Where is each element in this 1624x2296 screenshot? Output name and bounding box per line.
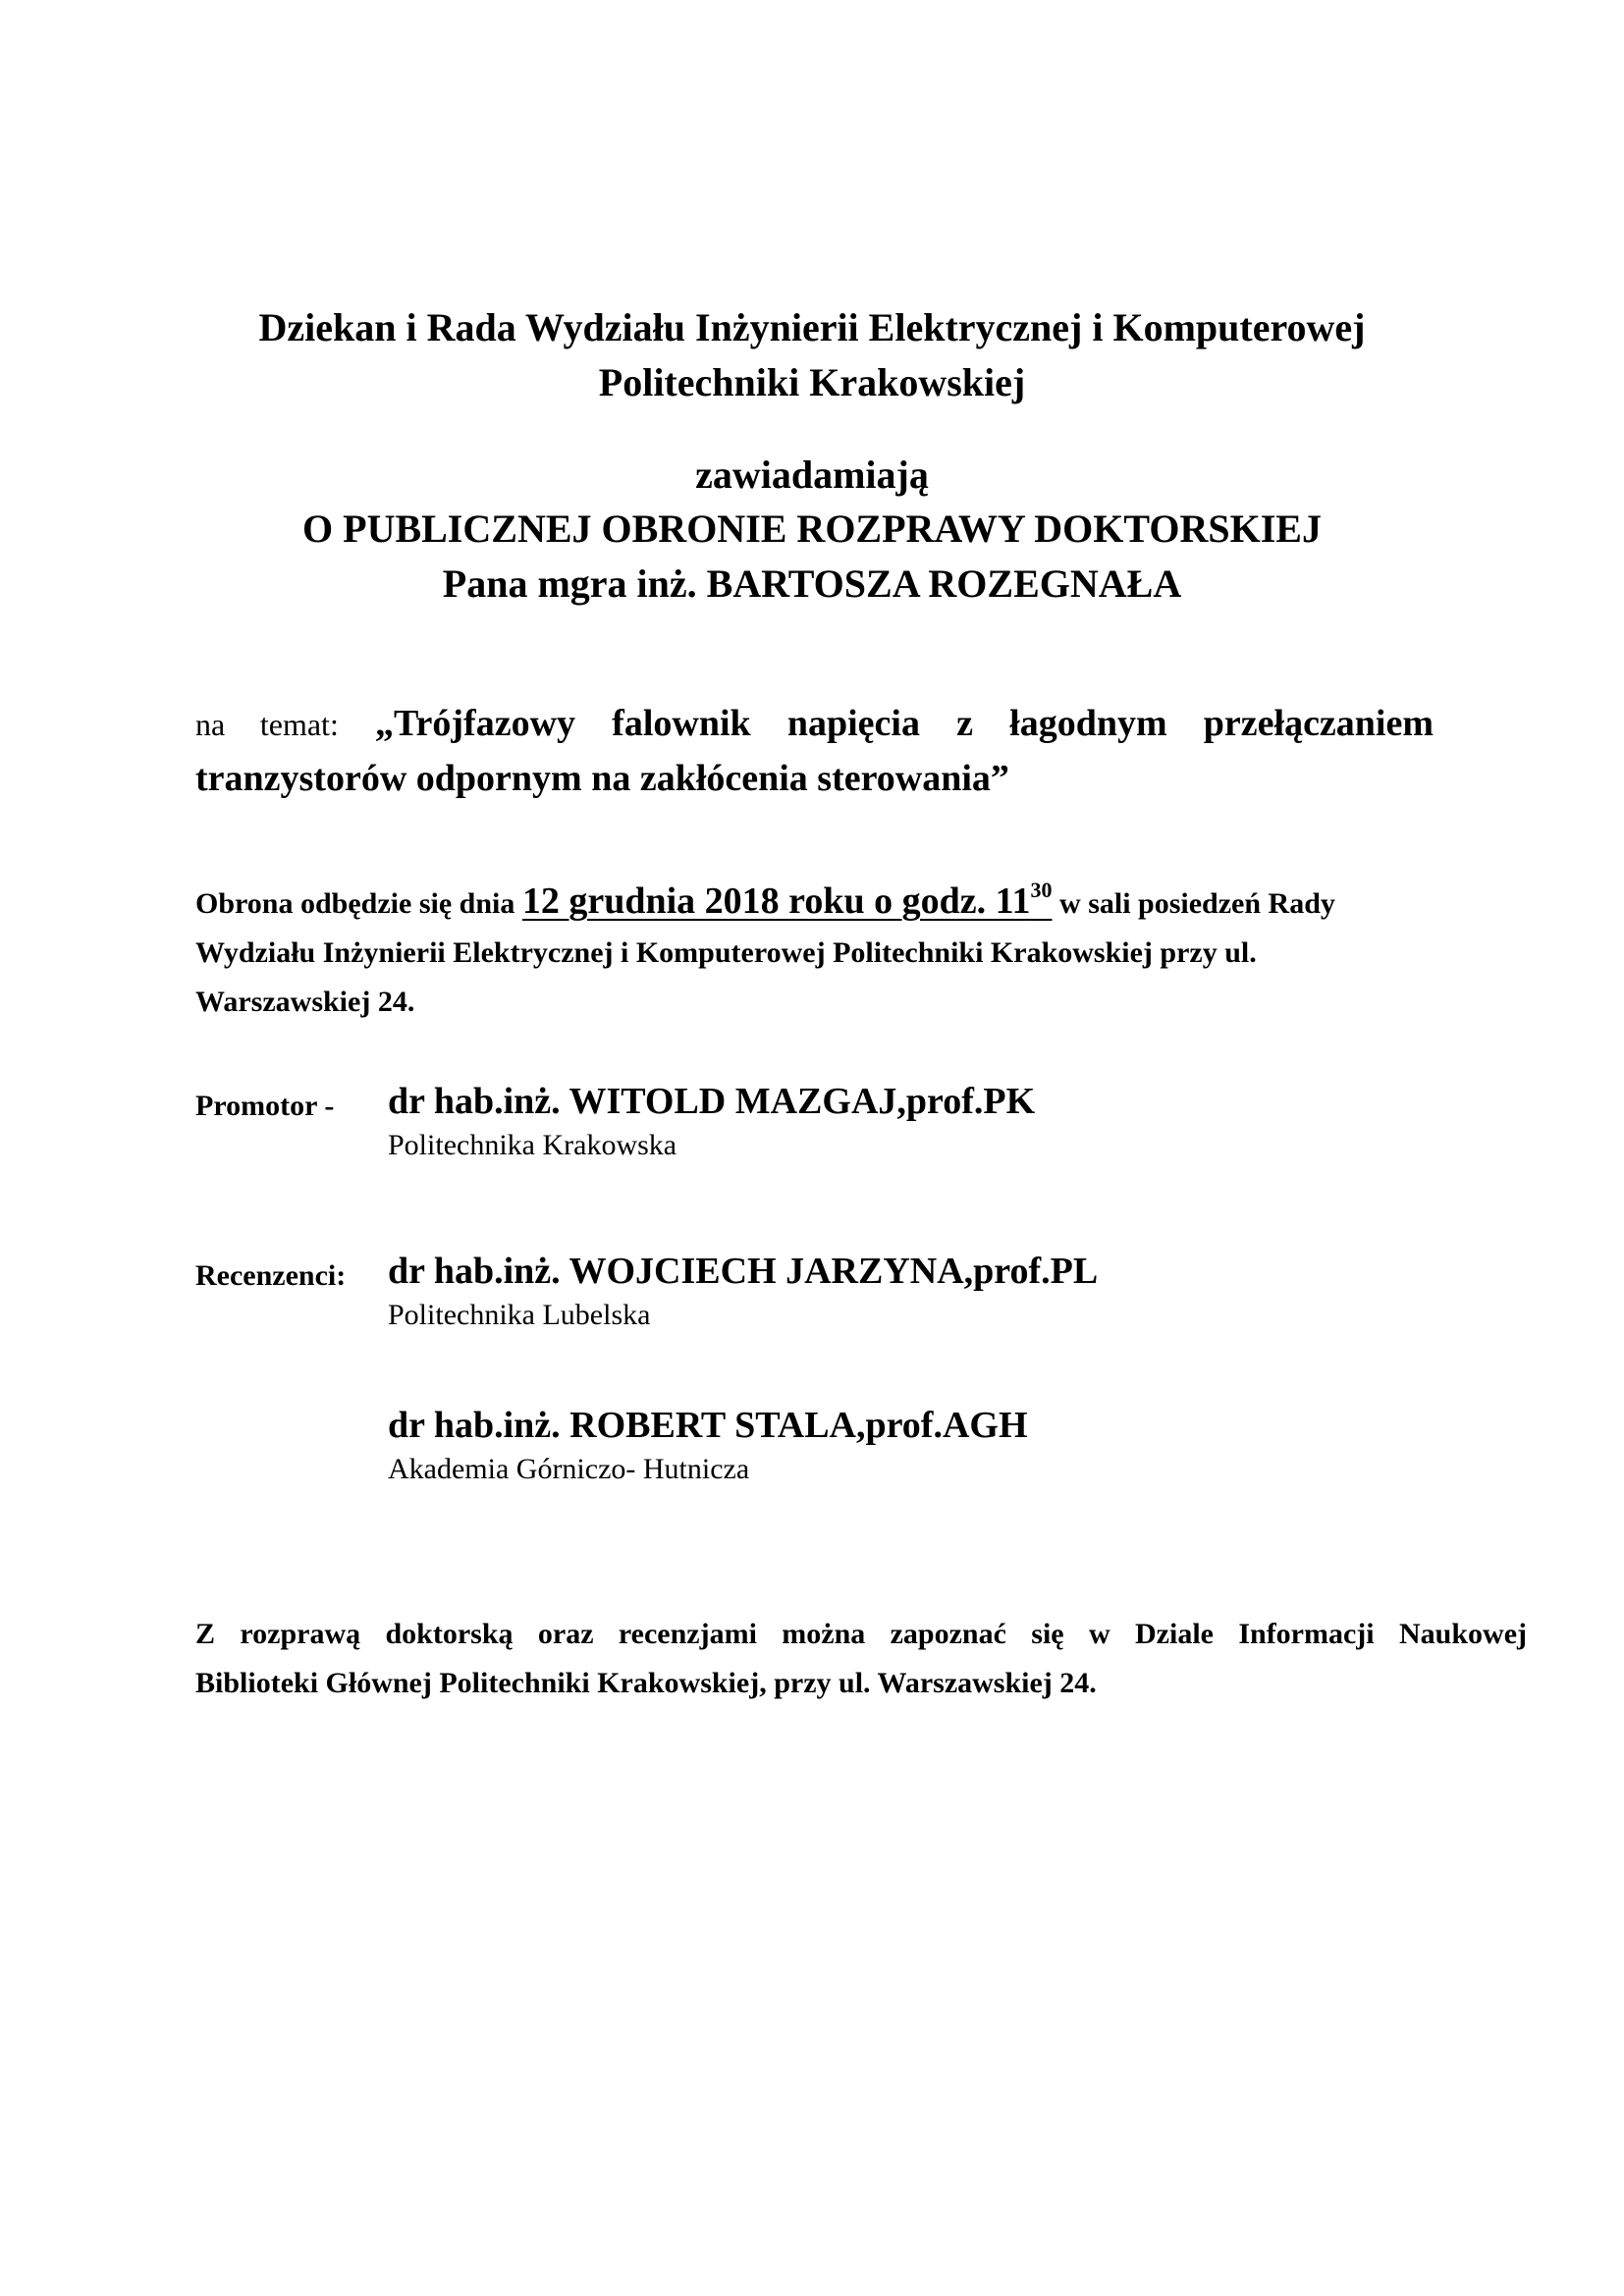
defense-intro: Obrona odbędzie się dnia	[195, 887, 515, 920]
defense-info	[195, 877, 1472, 1027]
defense-time-minutes: 30	[1030, 878, 1053, 902]
topic-title-line-1: „Trójfazowy falownik napięcia z łagodnym przełączaniem	[375, 703, 1435, 744]
closing-note	[195, 1610, 1527, 1708]
reviewer-2-name: dr hab.inż. ROBERT STALA,prof.AGH	[388, 1405, 1028, 1446]
topic-title-line-2: tranzystorów odpornym na zakłócenia sterowania”	[195, 758, 1009, 799]
promotor-affiliation: Politechnika Krakowska	[388, 1129, 677, 1161]
thesis-topic	[195, 697, 1434, 806]
promotor-name: dr hab.inż. WITOLD MAZGAJ,prof.PK	[388, 1081, 1036, 1122]
closing-line-2: Biblioteki Głównej Politechniki Krakowskiej, przy ul. Warszawskiej 24.	[195, 1667, 1097, 1699]
promotor-label: Promotor -	[195, 1090, 335, 1122]
topic-line-1	[195, 697, 1434, 752]
topic-prefix: na temat:	[195, 707, 339, 742]
reviewer-1-affiliation: Politechnika Lubelska	[388, 1299, 651, 1331]
announcement-title: O PUBLICZNEJ OBRONIE ROZPRAWY DOKTORSKIEJ	[302, 507, 1322, 551]
defense-line-2: Wydziału Inżynierii Elektrycznej i Komputerowej Politechniki Krakowskiej przy ul.	[195, 936, 1257, 969]
defense-line-3: Warszawskiej 24.	[195, 986, 415, 1018]
reviewer-1-name: dr hab.inż. WOJCIECH JARZYNA,prof.PL	[388, 1251, 1099, 1292]
defense-date-text: 12 grudnia 2018 roku o godz. 11	[521, 881, 1031, 922]
defense-date	[521, 878, 1053, 922]
header-line-2: Politechniki Krakowskiej	[598, 360, 1026, 404]
candidate-name: Pana mgra inż. BARTOSZA ROZEGNAŁA	[442, 561, 1182, 606]
announcement-verb: zawiadamiają	[695, 453, 929, 497]
closing-line-1: Z rozprawą doktorską oraz recenzjami można zapoznać się w Dziale Informacji Naukowej	[195, 1618, 1527, 1650]
defense-location: w sali posiedzeń Rady	[1059, 887, 1335, 920]
reviewer-2-affiliation: Akademia Górniczo- Hutnicza	[388, 1453, 750, 1485]
reviewers-label: Recenzenci:	[195, 1259, 347, 1292]
header-line-1: Dziekan i Rada Wydziału Inżynierii Elektrycznej i Komputerowej	[258, 305, 1366, 349]
defense-line-1	[195, 877, 1472, 929]
